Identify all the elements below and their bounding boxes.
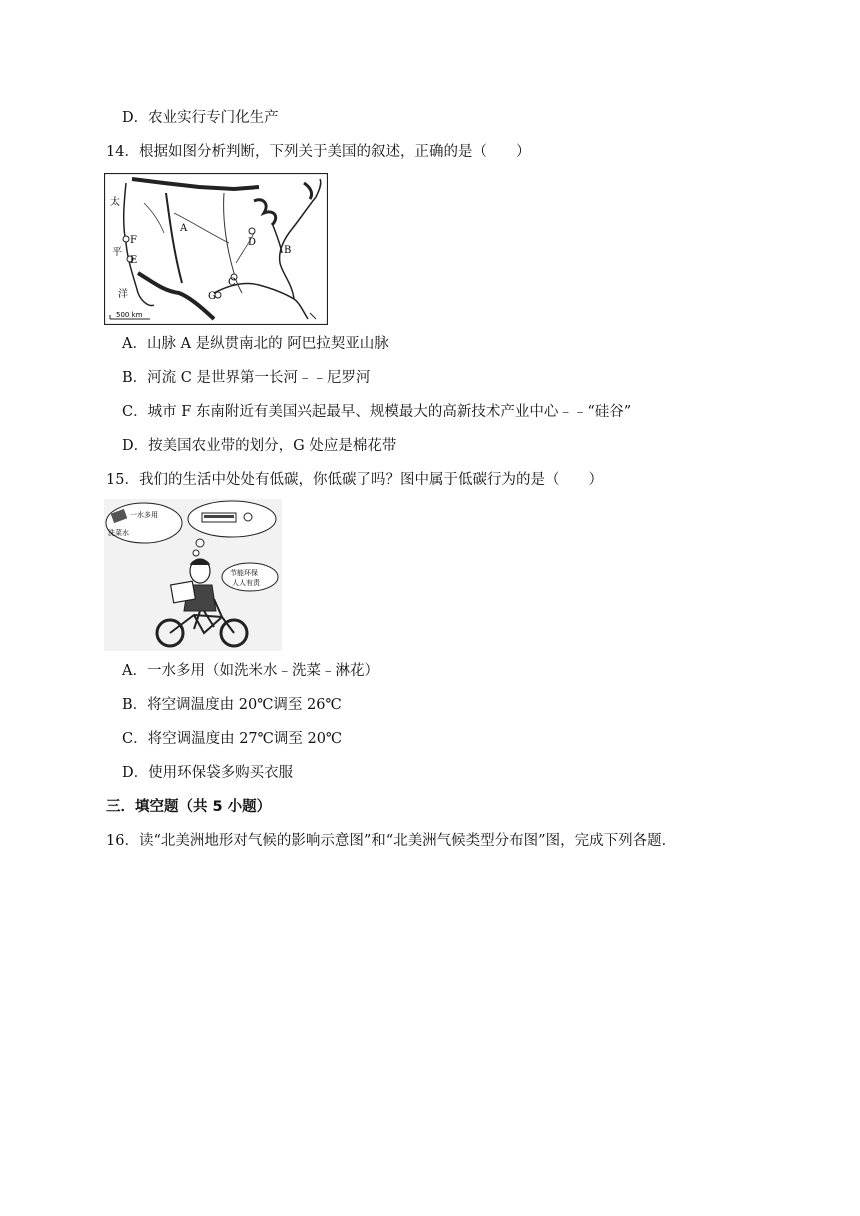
- map-scale-label: 500 km: [116, 311, 143, 319]
- q15-option-c: C．将空调温度由 27℃调至 20℃: [122, 731, 343, 747]
- bubble-left-text-2: 洗菜水: [108, 529, 129, 537]
- map-label-ping: 平: [112, 247, 122, 258]
- map-label-a: A: [180, 223, 188, 234]
- usa-map-figure: [104, 173, 328, 325]
- speech-text-1: 节能环保: [230, 569, 258, 577]
- q16-stem: 16．读“北美洲地形对气候的影响示意图”和“北美洲气候类型分布图”图，完成下列各题．: [106, 833, 677, 849]
- map-label-tai: 太: [110, 197, 120, 208]
- map-label-g: G: [208, 291, 216, 302]
- q14-option-c: C．城市 F 东南附近有美国兴起最早、规模最大的高新技术产业中心﹣﹣“硅谷”: [122, 404, 632, 420]
- speech-text-2: 人人有责: [232, 579, 260, 587]
- q13-option-d: D．农业实行专门化生产: [122, 110, 279, 126]
- map-label-e: E: [130, 255, 138, 266]
- q14-option-d: D．按美国农业带的划分，G 处应是棉花带: [122, 438, 397, 454]
- map-label-d: D: [248, 237, 257, 248]
- q15-stem: 15．我们的生活中处处有低碳，你低碳了吗？图中属于低碳行为的是（ ）: [106, 472, 603, 488]
- q15-option-a: A．一水多用（如洗米水﹣洗菜﹣淋花）: [122, 663, 379, 679]
- q14-option-b: B．河流 C 是世界第一长河﹣﹣尼罗河: [122, 370, 371, 386]
- map-label-b: B: [284, 245, 292, 256]
- bubble-left-text-1: 一水多用: [130, 511, 158, 519]
- map-label-c: C: [228, 277, 236, 288]
- map-label-yang: 洋: [118, 289, 128, 300]
- low-carbon-cartoon: [104, 499, 282, 651]
- q15-option-d: D．使用环保袋多购买衣服: [122, 765, 294, 781]
- q14-stem: 14．根据如图分析判断，下列关于美国的叙述，正确的是（ ）: [106, 144, 531, 160]
- map-label-f: F: [130, 235, 137, 246]
- q14-option-a: A．山脉 A 是纵贯南北的 阿巴拉契亚山脉: [122, 336, 389, 352]
- section-heading: 三．填空题（共 5 小题）: [106, 799, 272, 815]
- q15-option-b: B．将空调温度由 20℃调至 26℃: [122, 697, 342, 713]
